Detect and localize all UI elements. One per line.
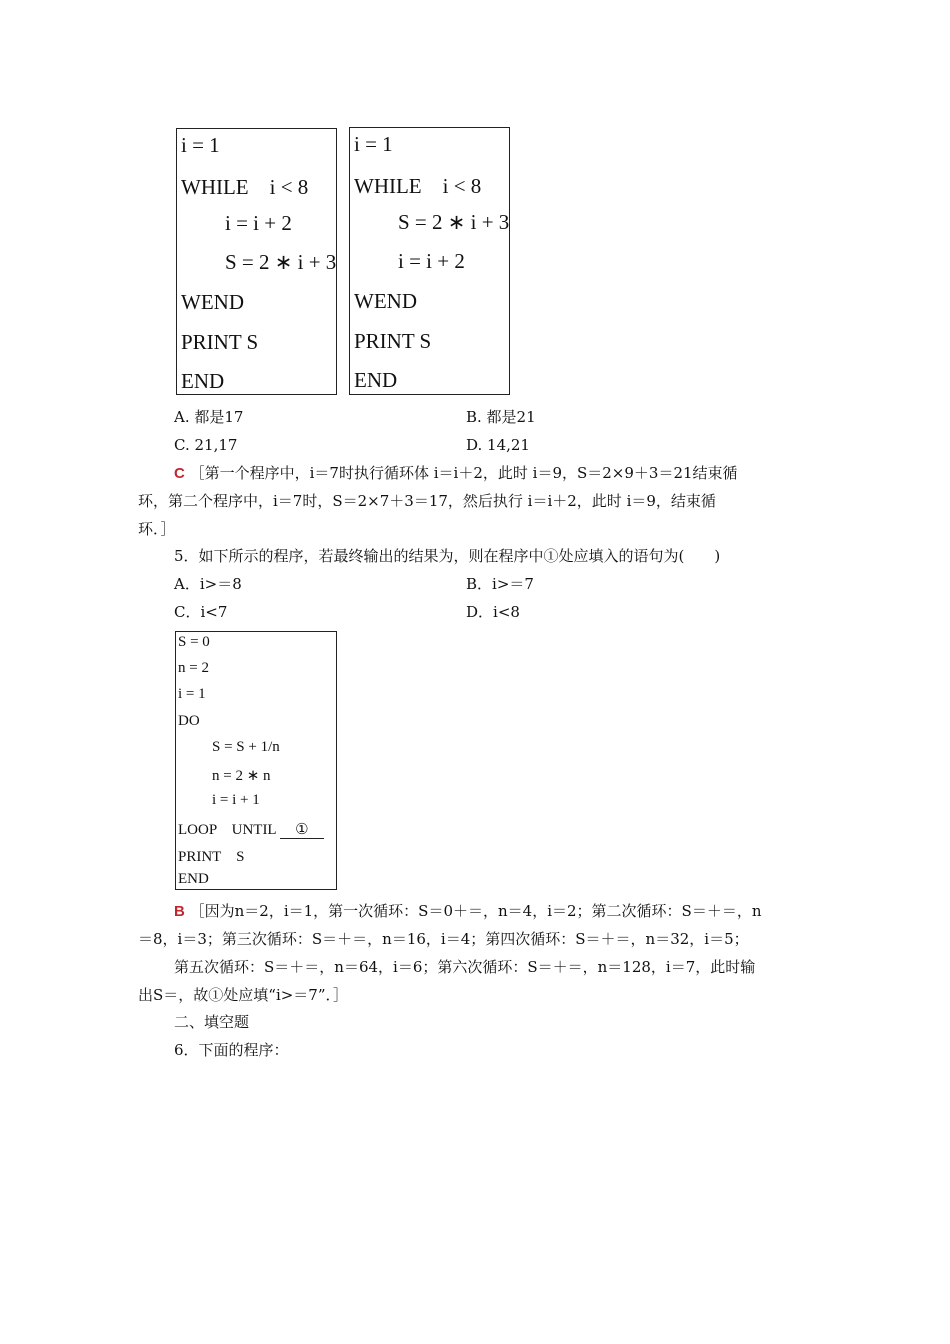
loop-until-keyword: LOOP UNTIL — [178, 822, 277, 838]
code-line: i = 1 — [181, 133, 220, 157]
code-line: S = 2 ∗ i + 3 — [225, 250, 337, 274]
code-line: WEND — [181, 290, 244, 314]
q5-stem: 5．如下所示的程序，若最终输出的结果为，则在程序中①处应填入的语句为( ) — [174, 547, 721, 565]
q4-explanation-line: 环．］ — [138, 520, 176, 538]
q5-option-d: D．i<8 — [466, 603, 520, 621]
program-box-left — [176, 128, 337, 395]
q4-option-a: A. 都是17 — [174, 408, 244, 426]
code-line: PRINT S — [354, 329, 432, 353]
q4-option-b: B. 都是21 — [466, 408, 536, 426]
code-line: END — [354, 368, 398, 392]
code-line: END — [181, 369, 225, 393]
q5-explanation-text: ［因为n＝2，i＝1，第一次循环：S＝0＋＝，n＝4，i＝2；第二次循环：S＝＋＝，n — [189, 902, 762, 920]
code-line: n = 2 — [178, 660, 209, 676]
q4-answer-letter: C — [174, 465, 185, 482]
code-line: S = 0 — [178, 634, 210, 650]
code-line: PRINT S — [181, 330, 259, 354]
q4-option-d: D. 14,21 — [466, 436, 530, 454]
code-line: n = 2 ∗ n — [212, 768, 271, 784]
code-line: END — [178, 871, 209, 887]
fill-blank: ① — [280, 822, 324, 839]
q5-answer-letter: B — [174, 903, 185, 920]
program-box-right — [349, 127, 510, 395]
code-line: i = i + 2 — [398, 249, 465, 273]
code-line: i = i + 2 — [225, 211, 292, 235]
q5-explanation-line — [174, 901, 761, 922]
code-line: i = 1 — [178, 686, 206, 702]
code-line: DO — [178, 713, 200, 729]
q5-option-a: A．i>＝8 — [174, 575, 242, 593]
q5-option-c: C．i<7 — [174, 603, 228, 621]
code-line: i = i + 1 — [212, 792, 260, 808]
q6-stem: 6．下面的程序： — [174, 1041, 289, 1059]
q4-explanation-text: ［第一个程序中，i＝7时执行循环体 i＝i＋2，此时 i＝9，S＝2×9＋3＝21结束循 — [189, 464, 738, 482]
code-line: WEND — [354, 289, 417, 313]
section-heading: 二、填空题 — [174, 1013, 250, 1031]
code-line: i = 1 — [354, 132, 393, 156]
code-line: PRINT S — [178, 849, 245, 865]
code-line: WHILE i < 8 — [181, 175, 309, 199]
q5-explanation-line: ＝8，i＝3；第三次循环：S＝＋＝，n＝16，i＝4；第四次循环：S＝＋＝，n＝32，i＝5； — [138, 930, 749, 948]
q5-explanation-line: 出S＝，故①处应填“i>＝7”．］ — [138, 986, 349, 1004]
program-box-q5 — [175, 631, 337, 890]
code-line: S = 2 ∗ i + 3 — [398, 210, 510, 234]
code-line: S = S + 1/n — [212, 739, 280, 755]
q4-option-c: C. 21,17 — [174, 436, 238, 454]
code-line-loop-until — [178, 818, 324, 839]
q5-explanation-line: 第五次循环：S＝＋＝，n＝64，i＝6；第六次循环：S＝＋＝，n＝128，i＝7，此时输 — [174, 958, 756, 976]
q4-explanation-line: 环，第二个程序中，i＝7时，S＝2×7＋3＝17，然后执行 i＝i＋2，此时 i＝9，结束循 — [138, 492, 716, 510]
code-line: WHILE i < 8 — [354, 174, 482, 198]
q4-explanation-line — [174, 463, 738, 484]
q5-option-b: B．i>＝7 — [466, 575, 534, 593]
